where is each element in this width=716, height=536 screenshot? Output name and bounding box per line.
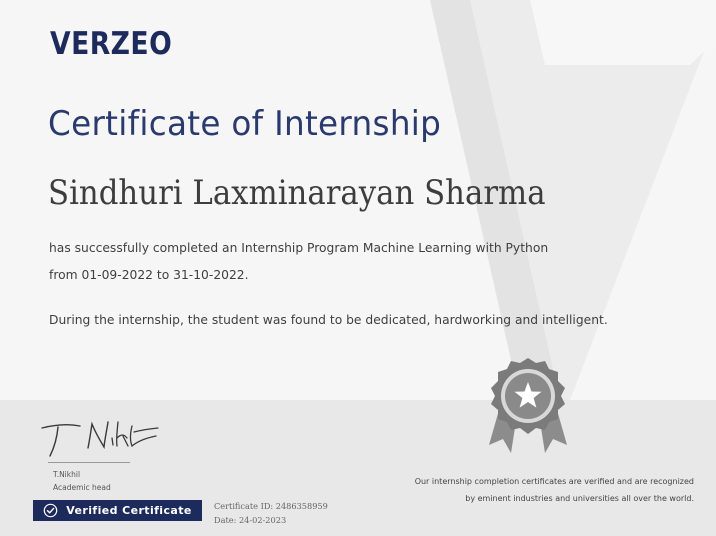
recognition-note-line1: Our internship completion certificates are verified and are recognized bbox=[414, 477, 694, 486]
star-seal-icon bbox=[485, 355, 571, 455]
signature bbox=[38, 414, 163, 462]
verified-label: Verified Certificate bbox=[66, 504, 192, 517]
completion-statement: has successfully completed an Internship Program Machine Learning with Python bbox=[49, 241, 549, 255]
recipient-name: Sindhuri Laxminarayan Sharma bbox=[48, 173, 546, 213]
signatory-name: T.Nikhil bbox=[53, 470, 81, 479]
performance-statement: During the internship, the student was found to be dedicated, hardworking and intelligent. bbox=[49, 313, 608, 327]
certificate-title: Certificate of Internship bbox=[48, 104, 442, 144]
signature-line bbox=[48, 462, 130, 463]
recognition-note-line2: by eminent industries and universities all over the world. bbox=[465, 494, 694, 503]
issue-date: Date: 24-02-2023 bbox=[214, 515, 287, 525]
certificate-id: Certificate ID: 2486358959 bbox=[214, 501, 328, 511]
verified-certificate-badge bbox=[33, 500, 202, 521]
internship-dates: from 01-09-2022 to 31-10-2022. bbox=[49, 268, 249, 282]
brand-logo: VERZEO bbox=[50, 26, 173, 62]
signatory-role: Academic head bbox=[53, 483, 111, 492]
check-circle-icon bbox=[43, 503, 58, 518]
